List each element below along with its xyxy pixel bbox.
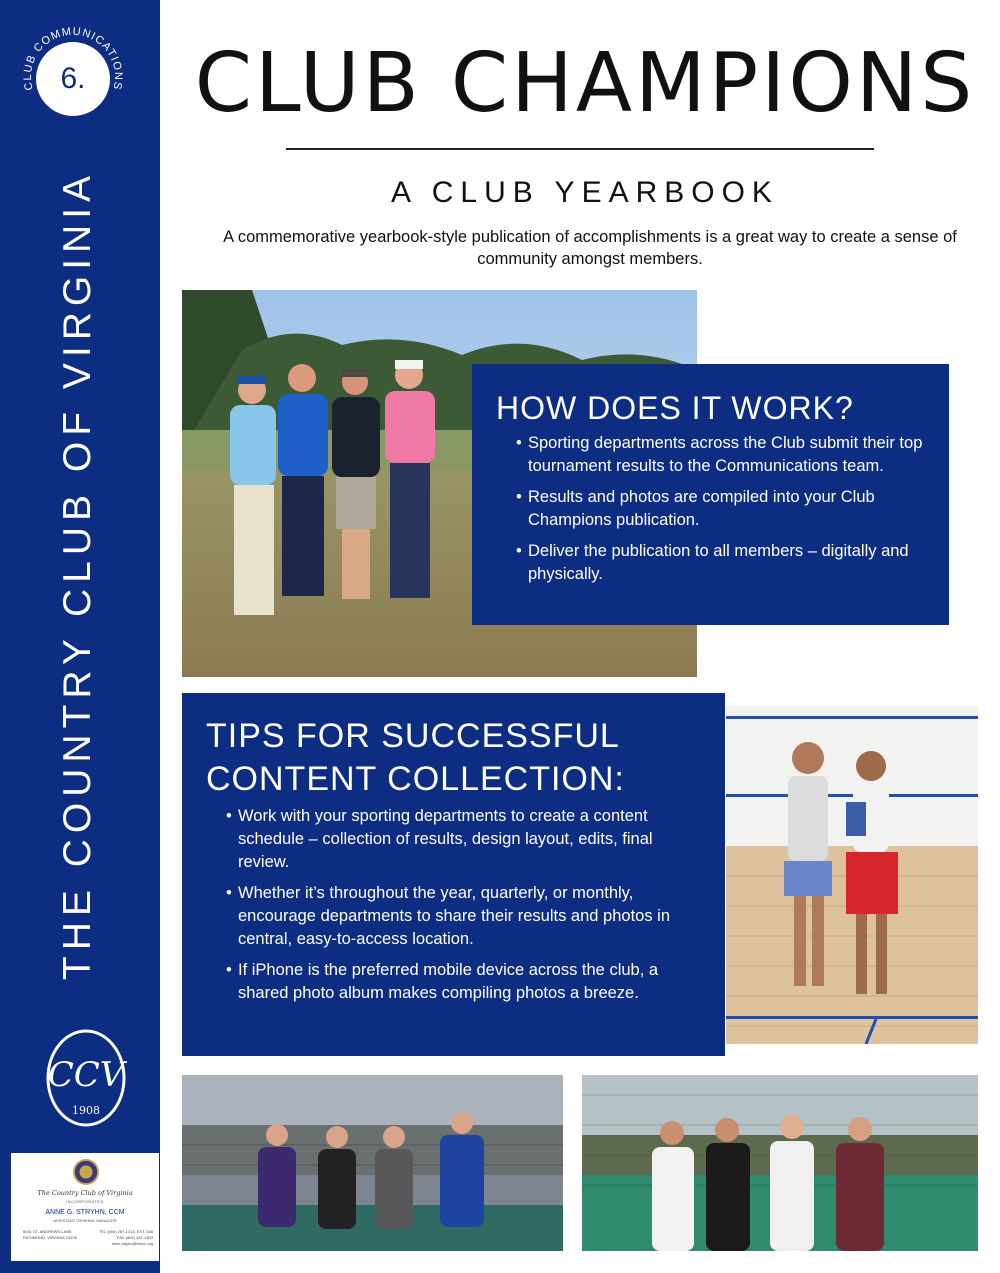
card-address-line2: RICHMOND, VIRGINIA 23226: [23, 1235, 77, 1240]
card-person-name: ANNE G. STRYHN, CCM: [45, 1209, 125, 1216]
page-badge: [8, 14, 138, 144]
club-emblem-icon: [73, 1159, 99, 1185]
card-contact: [99, 1229, 153, 1247]
card-email: anne.stryhn@thecc.org: [111, 1241, 153, 1246]
title-divider: [286, 148, 874, 150]
squash-champions-photo: [726, 706, 978, 1044]
how-it-works-list: [528, 432, 928, 594]
business-card: [11, 1153, 159, 1261]
list-item: • Results and photos are compiled into your Club Champions publication.: [528, 486, 928, 532]
card-address: [23, 1229, 77, 1241]
card-tel: TEL (804) 287-1313, EXT. 538: [98, 1229, 153, 1234]
card-address-line1: 6031 ST. ANDREWS LANE: [23, 1229, 72, 1234]
tips-heading: [206, 715, 625, 801]
intro-paragraph: A commemorative yearbook-style publication of accomplishments is a great way to create a sense of community amongst members.: [223, 228, 957, 268]
tips-panel: [182, 693, 725, 1056]
seal-monogram: CCV: [47, 1055, 125, 1095]
page-number: 6.: [36, 42, 110, 116]
list-item: • Deliver the publication to all members – digitally and physically.: [528, 540, 928, 586]
list-item: • Work with your sporting departments to create a content schedule – collection of results, design layout, edits, final review.: [238, 805, 708, 874]
card-incorporated: INCORPORATED: [66, 1199, 104, 1204]
tips-heading-line2: CONTENT COLLECTION:: [206, 760, 625, 798]
pickleball-women-photo: [582, 1075, 978, 1251]
how-it-works-heading: HOW DOES IT WORK?: [496, 390, 854, 426]
tips-heading-line1: TIPS FOR SUCCESSFUL: [206, 717, 620, 755]
list-item: • Sporting departments across the Club submit their top tournament results to the Communications team.: [528, 432, 928, 478]
card-club-name: The Country Club of Virginia: [37, 1189, 133, 1197]
how-it-works-panel: [472, 364, 949, 625]
tips-list: [238, 805, 708, 1013]
pickleball-men-photo: [182, 1075, 563, 1251]
card-fax: FAX (804) 287-1303: [116, 1235, 153, 1240]
vertical-club-name: THE COUNTRY CLUB OF VIRGINIA: [56, 169, 99, 981]
club-seal-logo: [44, 1028, 128, 1128]
page-title-text: CLUB CHAMPIONS: [194, 36, 976, 131]
page-subtitle: A CLUB YEARBOOK: [391, 176, 779, 209]
card-person-role: ASSISTANT GENERAL MANAGER: [53, 1218, 117, 1223]
list-item: • If iPhone is the preferred mobile device across the club, a shared photo album makes compiling photos a breeze.: [238, 959, 708, 1005]
sidebar: [0, 0, 160, 1273]
seal-year: 1908: [72, 1104, 100, 1117]
list-item: • Whether it’s throughout the year, quarterly, or monthly, encourage departments to share their results and photos in central, easy-to-access location.: [238, 882, 708, 951]
page-title: [170, 34, 1000, 134]
badge-text: CLUB COMMUNICATIONS: [21, 25, 125, 92]
